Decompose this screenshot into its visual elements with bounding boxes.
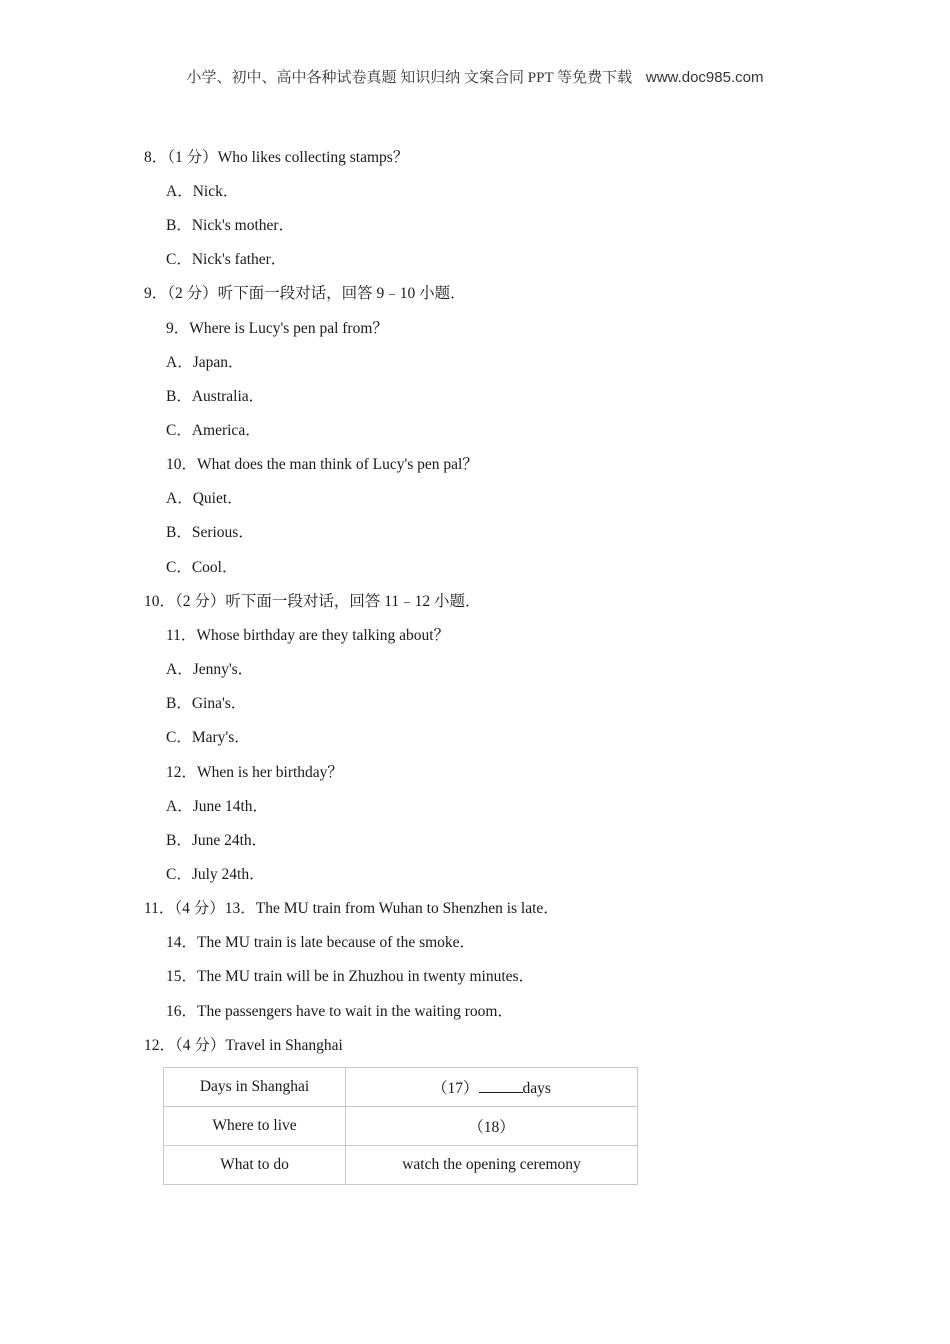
option-8c: C．Nick's father． (166, 251, 287, 268)
option-9b: B．Australia． (166, 388, 265, 405)
row-label-live: Where to live (164, 1107, 346, 1146)
travel-table (163, 1067, 638, 1185)
option-11b: B．Gina's． (166, 695, 247, 712)
subquestion-10: 10．What does the man think of Lucy's pen pal？ (166, 456, 478, 473)
option-12b: B．June 24th． (166, 832, 268, 849)
option-12c: C．July 24th． (166, 866, 265, 883)
option-11a: A．Jenny's． (166, 661, 254, 678)
question-10: 10．（2 分）听下面一段对话，回答 11﹣12 小题． (144, 593, 481, 610)
option-12a: A．June 14th． (166, 798, 269, 815)
row-value-days (346, 1068, 638, 1107)
answer-blank-17[interactable] (479, 1078, 523, 1093)
subquestion-12: 12．When is her birthday？ (166, 764, 343, 781)
statement-15: 15．The MU train will be in Zhuzhou in twenty minutes． (166, 968, 535, 985)
table-row (164, 1107, 638, 1146)
question-11: 11．（4 分）13．The MU train from Wuhan to Shenzhen is late． (144, 900, 559, 917)
row-value-do: watch the opening ceremony (346, 1146, 638, 1185)
row-label-do: What to do (164, 1146, 346, 1185)
subquestion-9: 9．Where is Lucy's pen pal from？ (166, 320, 388, 337)
option-10a: A．Quiet． (166, 490, 243, 507)
option-11c: C．Mary's． (166, 729, 250, 746)
question-8: 8．（1 分）Who likes collecting stamps？ (144, 149, 409, 166)
option-10b: B．Serious． (166, 524, 254, 541)
header-url: www.doc985.com (645, 69, 764, 86)
statement-14: 14．The MU train is late because of the smoke． (166, 934, 476, 951)
blank-number-17: （17） (432, 1080, 479, 1097)
table-row (164, 1146, 638, 1185)
row-value-live: （18） (346, 1107, 638, 1146)
question-9: 9．（2 分）听下面一段对话，回答 9﹣10 小题． (144, 285, 466, 302)
subquestion-11: 11．Whose birthday are they talking about？ (166, 627, 450, 644)
days-unit: days (522, 1080, 551, 1097)
question-12: 12．（4 分）Travel in Shanghai (144, 1037, 343, 1054)
row-label-days: Days in Shanghai (164, 1068, 346, 1107)
statement-16: 16．The passengers have to wait in the waiting room． (166, 1003, 513, 1020)
header-text: 小学、初中、高中各种试卷真题 知识归纳 文案合同 PPT 等免费下载 (186, 70, 633, 86)
table-row (164, 1068, 638, 1107)
option-8a: A．Nick． (166, 183, 239, 200)
page-header (0, 66, 950, 87)
option-9a: A．Japan． (166, 354, 244, 371)
option-10c: C．Cool． (166, 559, 238, 576)
option-9c: C．America． (166, 422, 261, 439)
option-8b: B．Nick's mother． (166, 217, 295, 234)
